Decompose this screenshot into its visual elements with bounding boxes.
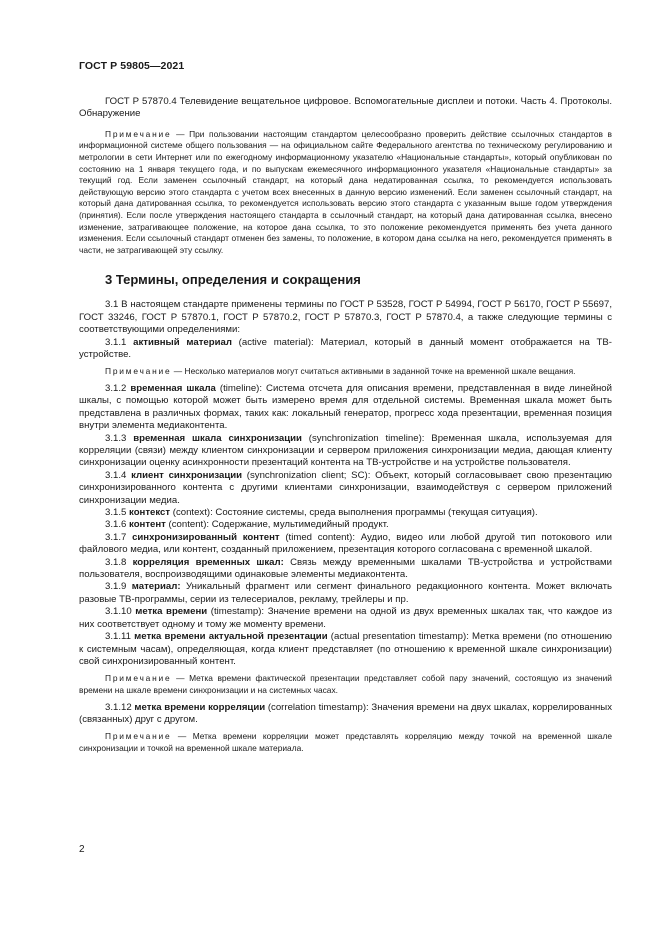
term-3-1-1 [79,337,612,362]
term-3-1-3 [79,433,612,470]
term-definition: (timed content): Аудио, видео или любой другой тип потокового или файлового медиа, или контент, созданный приложением, презентация которого согласована с временной шкалой. [79,531,612,556]
term-name: временная шкала синхронизации [133,432,302,444]
term-number: 3.1.8 [105,556,133,568]
note-3-1-1 [79,366,612,378]
term-3-1-9 [79,581,612,606]
note-dash: — [171,731,193,742]
note-label: Примечание [105,128,172,139]
term-number: 3.1.11 [105,631,135,643]
term-name: активный материал [133,336,232,348]
term-number: 3.1.10 [105,606,136,618]
term-3-1-12 [79,702,612,727]
term-definition: (synchronization client; SC): Объект, который согласовывает свою презентацию синхронизированного контента с другими клиентами синхронизации, взаимодействуя с сервером приложений синхронизации медиа. [79,469,612,506]
term-definition: (active material): Материал, который в данный момент отображается на ТВ-устройстве. [79,336,612,360]
term-3-1-2 [79,383,612,433]
term-definition: (context): Состояние системы, среда выполнения программы (текущая ситуация). [170,507,538,519]
reference-item: ГОСТ Р 57870.4 Телевидение вещательное цифровое. Вспомогательные дисплеи и потоки. Часть 4. Протоколы. Обнаружение [79,96,612,120]
term-number: 3.1.12 [105,701,135,713]
term-number: 3.1.5 [105,507,130,519]
document-body [79,96,612,755]
note-label: Примечание [105,366,172,377]
term-3-1-8 [79,557,612,582]
note-text: При пользовании настоящим стандартом целесообразно проверить действие ссылочных стандартов в информационной системе общего пользования — на официальном сайте Федерального агентства по техническому регулированию и метрологии в сети Интернет или по ежегодному информационному указателю «Национальные стандарты», который опубликован по состоянию на 1 января текущего года, и по выпускам ежемесячного информационного указателя «Национальные стандарты» за текущий год. Если заменен ссылочный стандарт, на который дана недатированная ссылка, то рекомендуется использовать действующую версию этого стандарта с учетом всех внесенных в данную версию изменений. Если заменен ссылочный стандарт, на который дана датированная ссылка, то рекомендуется использовать версию этого стандарта с указанным выше годом утверждения (принятия). Если после утверждения настоящего стандарта в ссылочный стандарт, на который дана датированная ссылка, внесено изменение, затрагивающее положение, на которое дана ссылка, то это положение рекомендуется применять без учета данного изменения. Если ссылочный стандарт отменен без замены, то положение, в котором дана ссылка на него, рекомендуется применять в части, не затрагивающей эту ссылку. [79,128,612,255]
term-name: метка времени корреляции [134,701,266,713]
term-definition: (timestamp): Значение времени на одной из двух временных шкалах так, что каждое из них соответствует одному и тому же моменту времени. [79,606,612,630]
term-name: материал: [131,581,181,593]
note-label: Примечание [105,673,172,684]
note-dash: — [171,673,190,684]
note-3-1-12 [79,731,612,754]
term-number: 3.1.2 [105,382,131,394]
term-definition: (correlation timestamp): Значения времени на двух шкалах, коррелированных (связанных) друг с другом. [79,701,612,725]
note-dash: — [171,128,190,139]
term-name: клиент синхронизации [131,469,243,481]
note-text: Метка времени фактической презентации представляет собой пару значений, состоящую из значений времени на шкале времени синхронизации и на системных часах. [79,673,612,695]
term-3-1-11 [79,631,612,668]
term-definition: (synchronization timeline): Временная шкала, используемая для корреляции (связи) между клиентом синхронизации и сервером приложения синхронизации медиа, дающая клиенту синхронизации оценку асинхронности презентаций контента на ТВ-устройстве и на устройстве пользователя. [79,432,612,469]
page-number: 2 [79,844,85,855]
term-definition: (content): Содержание, мультимедийный продукт. [165,519,389,531]
note-dash: — [171,366,185,377]
term-definition: Уникальный фрагмент или сегмент финального редакционного контента. Может включать разовые ТВ-программы, серии из телесериалов, рекламу, трейлеры и пр. [79,581,612,605]
term-3-1-4 [79,470,612,507]
section-heading: 3 Термины, определения и сокращения [105,272,361,288]
term-3-1-6 [79,519,612,531]
term-number: 3.1.7 [105,531,133,543]
term-number: 3.1.1 [105,336,134,348]
term-name: контекст [129,507,171,519]
term-name: метка времени [135,606,208,618]
note-3-1-11 [79,673,612,696]
note-text: Метка времени корреляции может представлять корреляцию между точкой на временной шкале синхронизации и точкой на временной шкале материала. [79,731,612,753]
term-number: 3.1.6 [105,519,130,531]
paragraph-3-1: 3.1 В настоящем стандарте применены термины по ГОСТ Р 53528, ГОСТ Р 54994, ГОСТ Р 56170, ГОСТ Р 55697, ГОСТ 33246, ГОСТ Р 57870.1, ГОСТ Р 57870.2, ГОСТ Р 57870.3, ГОСТ Р 57870.4, а также следующие термины с соответствующими определениями: [79,299,612,336]
term-number: 3.1.3 [105,432,134,444]
document-header: ГОСТ Р 59805—2021 [79,60,185,72]
term-name: метка времени актуальной презентации [134,631,328,643]
term-name: временная шкала [130,382,216,394]
term-number: 3.1.9 [105,581,132,593]
term-name: корреляция временных шкал: [132,556,284,568]
term-definition: (timeline): Система отсчета для описания времени, представленная в виде линейной шкалы, с помощью которой может быть измерено время для отдельной системы. Временная шкала может быть представлена в различных формах, таких как: локальный генератор, прогресс хода презентации, временная позиция внутри элемента медиаконтента. [79,382,612,432]
note-label: Примечание [105,731,172,742]
note-text: Несколько материалов могут считаться активными в заданной точке на временной шкале вещания. [184,366,576,377]
term-number: 3.1.4 [105,469,132,481]
term-name: синхронизированный контент [132,531,280,543]
term-3-1-10 [79,606,612,631]
term-definition: Связь между временными шкалами ТВ-устройства и устройствами пользователя, воспроизводящими одинаковые элементы медиаконтента. [79,556,612,581]
term-name: контент [129,519,166,531]
term-definition: (actual presentation timestamp): Метка времени (по отношению к системным часам), определяющая, когда клиент представляет (по отношению к временной шкале синхронизации) свой синхронизированный контент. [79,631,612,667]
note-references [79,129,612,257]
term-3-1-5 [79,507,612,519]
term-3-1-7 [79,532,612,557]
